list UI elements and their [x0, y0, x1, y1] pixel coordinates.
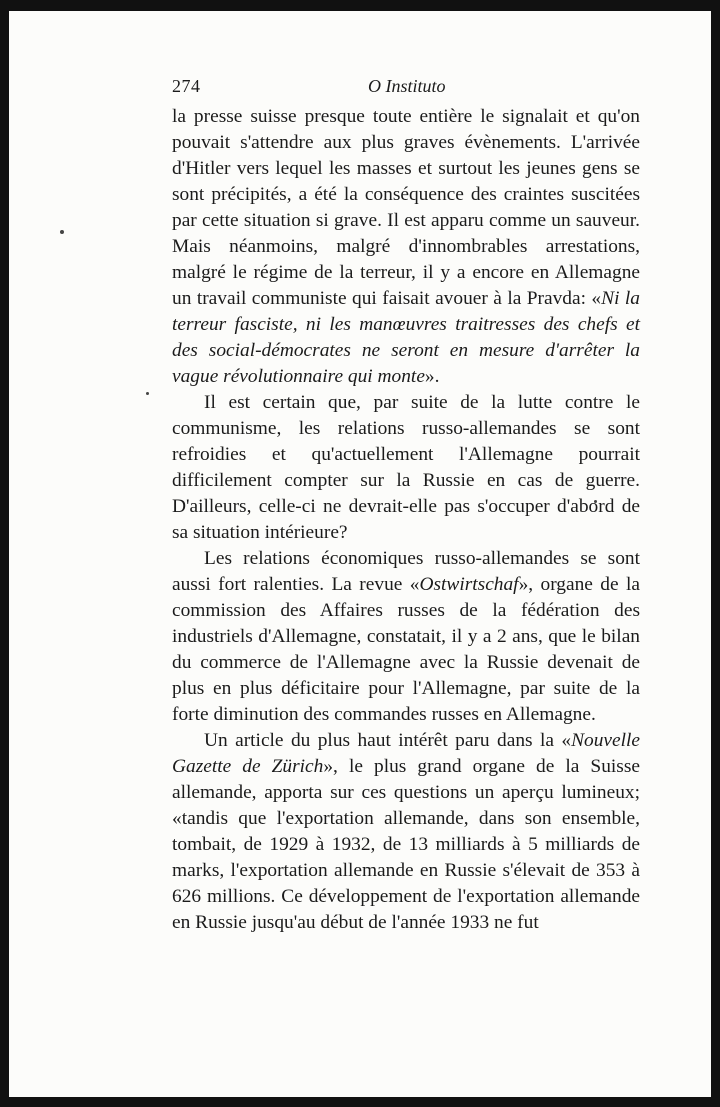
scan-speck: [60, 230, 64, 234]
paragraph: [172, 390, 640, 546]
paragraph: [172, 546, 640, 728]
italic-title: Ostwirtschaf: [419, 574, 519, 595]
running-head: [172, 70, 640, 104]
text-run: Il est certain que, par suite de la lutte contre le communisme, les relations russo-allemandes se sont refroidies et qu'actuellement l'Allemagne pourrait difficilement compter sur la Russie en cas de guerre. D'ailleurs, celle-ci ne devrait-elle pas s'occuper d'abord de sa situation intérieure?: [172, 392, 640, 543]
body-text: [172, 104, 640, 936]
text-run: la presse suisse presque toute entière le signalait et qu'on pouvait s'attendre aux plus graves évènements. L'arrivée d'Hitler vers lequel les masses et surtout les jeunes gens se sont précipités, a été la conséquence des craintes suscitées par cette situation si grave. Il est apparu comme un sauveur. Mais néanmoins, malgré d'innombrables arrestations, malgré le régime de la terreur, il y a encore en Allemagne un travail communiste qui faisait avouer à la Pravda: «: [172, 106, 640, 309]
paragraph: [172, 728, 640, 936]
running-title: O Instituto: [368, 76, 446, 96]
text-run: », organe de la commission des Affaires russes de la fédération des industriels d'Allemagne, constatait, il y a 2 ans, que le bilan du commerce de l'Allemagne avec la Russie devenait de plus en plus déficitaire pour l'Allemagne, par suite de la forte diminution des commandes russes en Allemagne.: [172, 574, 640, 725]
text-run: Les relations économiques russo-allemandes se sont aussi fort ralenties. La revue «: [172, 548, 640, 595]
page-number: 274: [172, 76, 201, 96]
italic-title: Nouvelle Gazette de Zürich: [172, 730, 640, 777]
italic-quote: Ni la terreur fasciste, ni les manœuvres traitresses des chefs et des social-démocrates ne seront en mesure d'arrêter la vague révolutionnaire qui monte: [172, 288, 640, 387]
text-run: », le plus grand organe de la Suisse allemande, apporta sur ces questions un aperçu lumineux; «tandis que l'exportation allemande, dans son ensemble, tombait, de 1929 à 1932, de 13 milliards à 5 milliards de marks, l'exportation allemande en Russie s'élevait de 353 à 626 millions. Ce développement de l'exportation allemande en Russie jusqu'au début de l'année 1933 ne fut: [172, 756, 640, 933]
text-run: Un article du plus haut intérêt paru dans la «: [204, 730, 572, 751]
page-content: [172, 70, 640, 936]
paragraph: [172, 104, 640, 390]
scan-speck: [146, 392, 149, 395]
text-run: ».: [424, 366, 440, 387]
